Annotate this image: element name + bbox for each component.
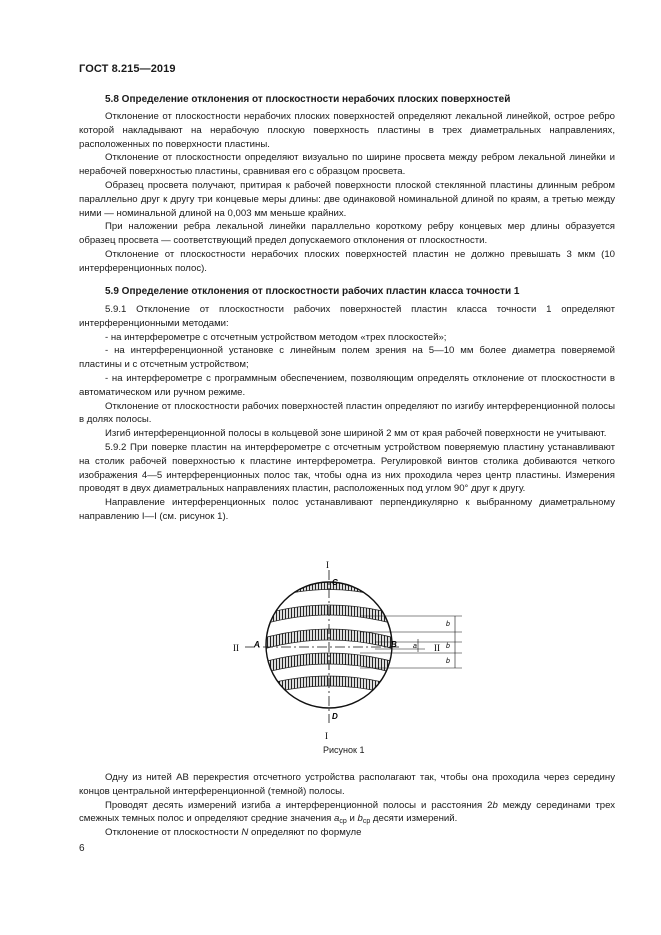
text-run: интерференционной полосы и расстояния 2	[280, 799, 493, 811]
text-run: между серединами трех смежных темных полос и определяют средние значения	[79, 799, 615, 825]
paragraph: 5.9.1 Отклонение от плоскостности рабочих поверхностей пластин класса точности 1 определяют интерференционными методами:	[79, 304, 615, 329]
subscript: ср	[362, 818, 371, 826]
section-5-8-title: 5.8 Определение отклонения от плоскостности нерабочих плоских поверхностей	[105, 94, 511, 105]
paragraph: Изгиб интерференционной полосы в кольцевой зоне шириной 2 мм от края рабочей поверхности не учитывают.	[105, 428, 607, 440]
section-5-9-body	[79, 303, 615, 524]
post-figure-body	[79, 771, 615, 840]
paragraph: Одну из нитей AB перекрестия отсчетного устройства располагают так, чтобы она проходила через середину концов центральной интерференционной (темной) полосы.	[79, 772, 615, 797]
label-II-left: II	[233, 643, 239, 653]
document-header: ГОСТ 8.215—2019	[79, 63, 176, 75]
text-run: и	[346, 813, 358, 825]
label-I-bottom: I	[325, 731, 328, 741]
text-run: Отклонение от плоскостности	[105, 827, 242, 839]
dim-label-b: b	[446, 643, 450, 650]
paragraph: 5.9.2 При поверке пластин на интерферометре с отсчетным устройством поверяемую пластину устанавливают на столик рабочей поверхностью к пластине интерферометра. Регулировкой винтов столика добиваются четкого изображения 4—5 интерференционных полос так, чтобы одна из них проходила через центр пластины. Измерения проводят в двух диаметральных направлениях пластин, расположенных под углом 90° друг к другу.	[79, 441, 615, 495]
symbol-b-mean: b	[357, 813, 363, 825]
figure-caption: Рисунок 1	[323, 745, 365, 755]
paragraph	[79, 826, 615, 840]
section-5-8-body	[79, 110, 615, 276]
paragraph: Отклонение от плоскостности нерабочих плоских поверхностей пластин не должно превышать 3 мкм (10 интерференционных полос).	[79, 248, 615, 274]
text-run: Проводят десять измерений изгиба	[105, 799, 276, 811]
symbol-a-mean: a	[334, 813, 340, 825]
subscript: ср	[339, 818, 347, 826]
text-run: определяют по формуле	[248, 827, 362, 839]
symbol-b: b	[492, 799, 498, 811]
paragraph: Образец просвета получают, притирая к рабочей поверхности плоской стеклянной пластины длинным ребром параллельно друг к другу три концевые меры длины: две одинаковой номинальной длиной по краям, а третью между ними — номинальной длиной на 0,003 мм меньше крайних.	[79, 179, 615, 219]
label-I-top: I	[326, 560, 329, 570]
dim-label-b: b	[446, 621, 450, 628]
label-D: D	[332, 712, 338, 721]
symbol-N: N	[241, 827, 249, 839]
section-5-9-title: 5.9 Определение отклонения от плоскостности рабочих пластин класса точности 1	[105, 286, 520, 297]
paragraph: Отклонение от плоскостности рабочих поверхностей пластин определяют по изгибу интерференционной полосы в долях полосы.	[79, 400, 615, 426]
label-C: C	[332, 578, 338, 587]
label-A: A	[254, 640, 260, 649]
paragraph: Направление интерференционных полос устанавливают перпендикулярно к выбранному диаметральному направлению I—I (см. рисунок 1).	[79, 497, 615, 522]
paragraph: Отклонение от плоскостности определяют визуально по ширине просвета между ребром лекальной линейки и нерабочей поверхностью пластины, сравнивая его с образцом просвета.	[79, 152, 615, 178]
list-item: - на интерференционной установке с линейным полем зрения на 5—10 мм более диаметра поверяемой пластины и с отсчетным устройством;	[79, 345, 615, 371]
paragraph	[79, 799, 615, 827]
list-item: - на интерферометре с программным обеспечением, позволяющим определять отклонение от плоскостности в автоматическом или ручном режиме.	[79, 372, 615, 398]
paragraph: Отклонение от плоскостности нерабочих плоских поверхностей определяют лекальной линейкой, острое ребро которой накладывают на нерабочую плоскую поверхность пластины в трех диаметральных направлениях, расположенных по поверхности пластины.	[79, 111, 615, 150]
label-II-right: II	[434, 643, 440, 653]
figure-1-interference-diagram	[200, 555, 500, 745]
text-run: десяти измерений.	[370, 813, 458, 825]
label-B: B	[391, 640, 397, 649]
list-item: - на интерферометре с отсчетным устройством методом «трех плоскостей»;	[105, 331, 447, 343]
dim-label-a: a	[413, 643, 417, 650]
paragraph: При наложении ребра лекальной линейки параллельно короткому ребру концевых мер длины образуется образец просвета — соответствующий предел допускаемого отклонения от плоскостности.	[79, 221, 615, 247]
page-number: 6	[79, 843, 85, 854]
dim-label-b: b	[446, 658, 450, 665]
symbol-a: a	[275, 799, 281, 811]
